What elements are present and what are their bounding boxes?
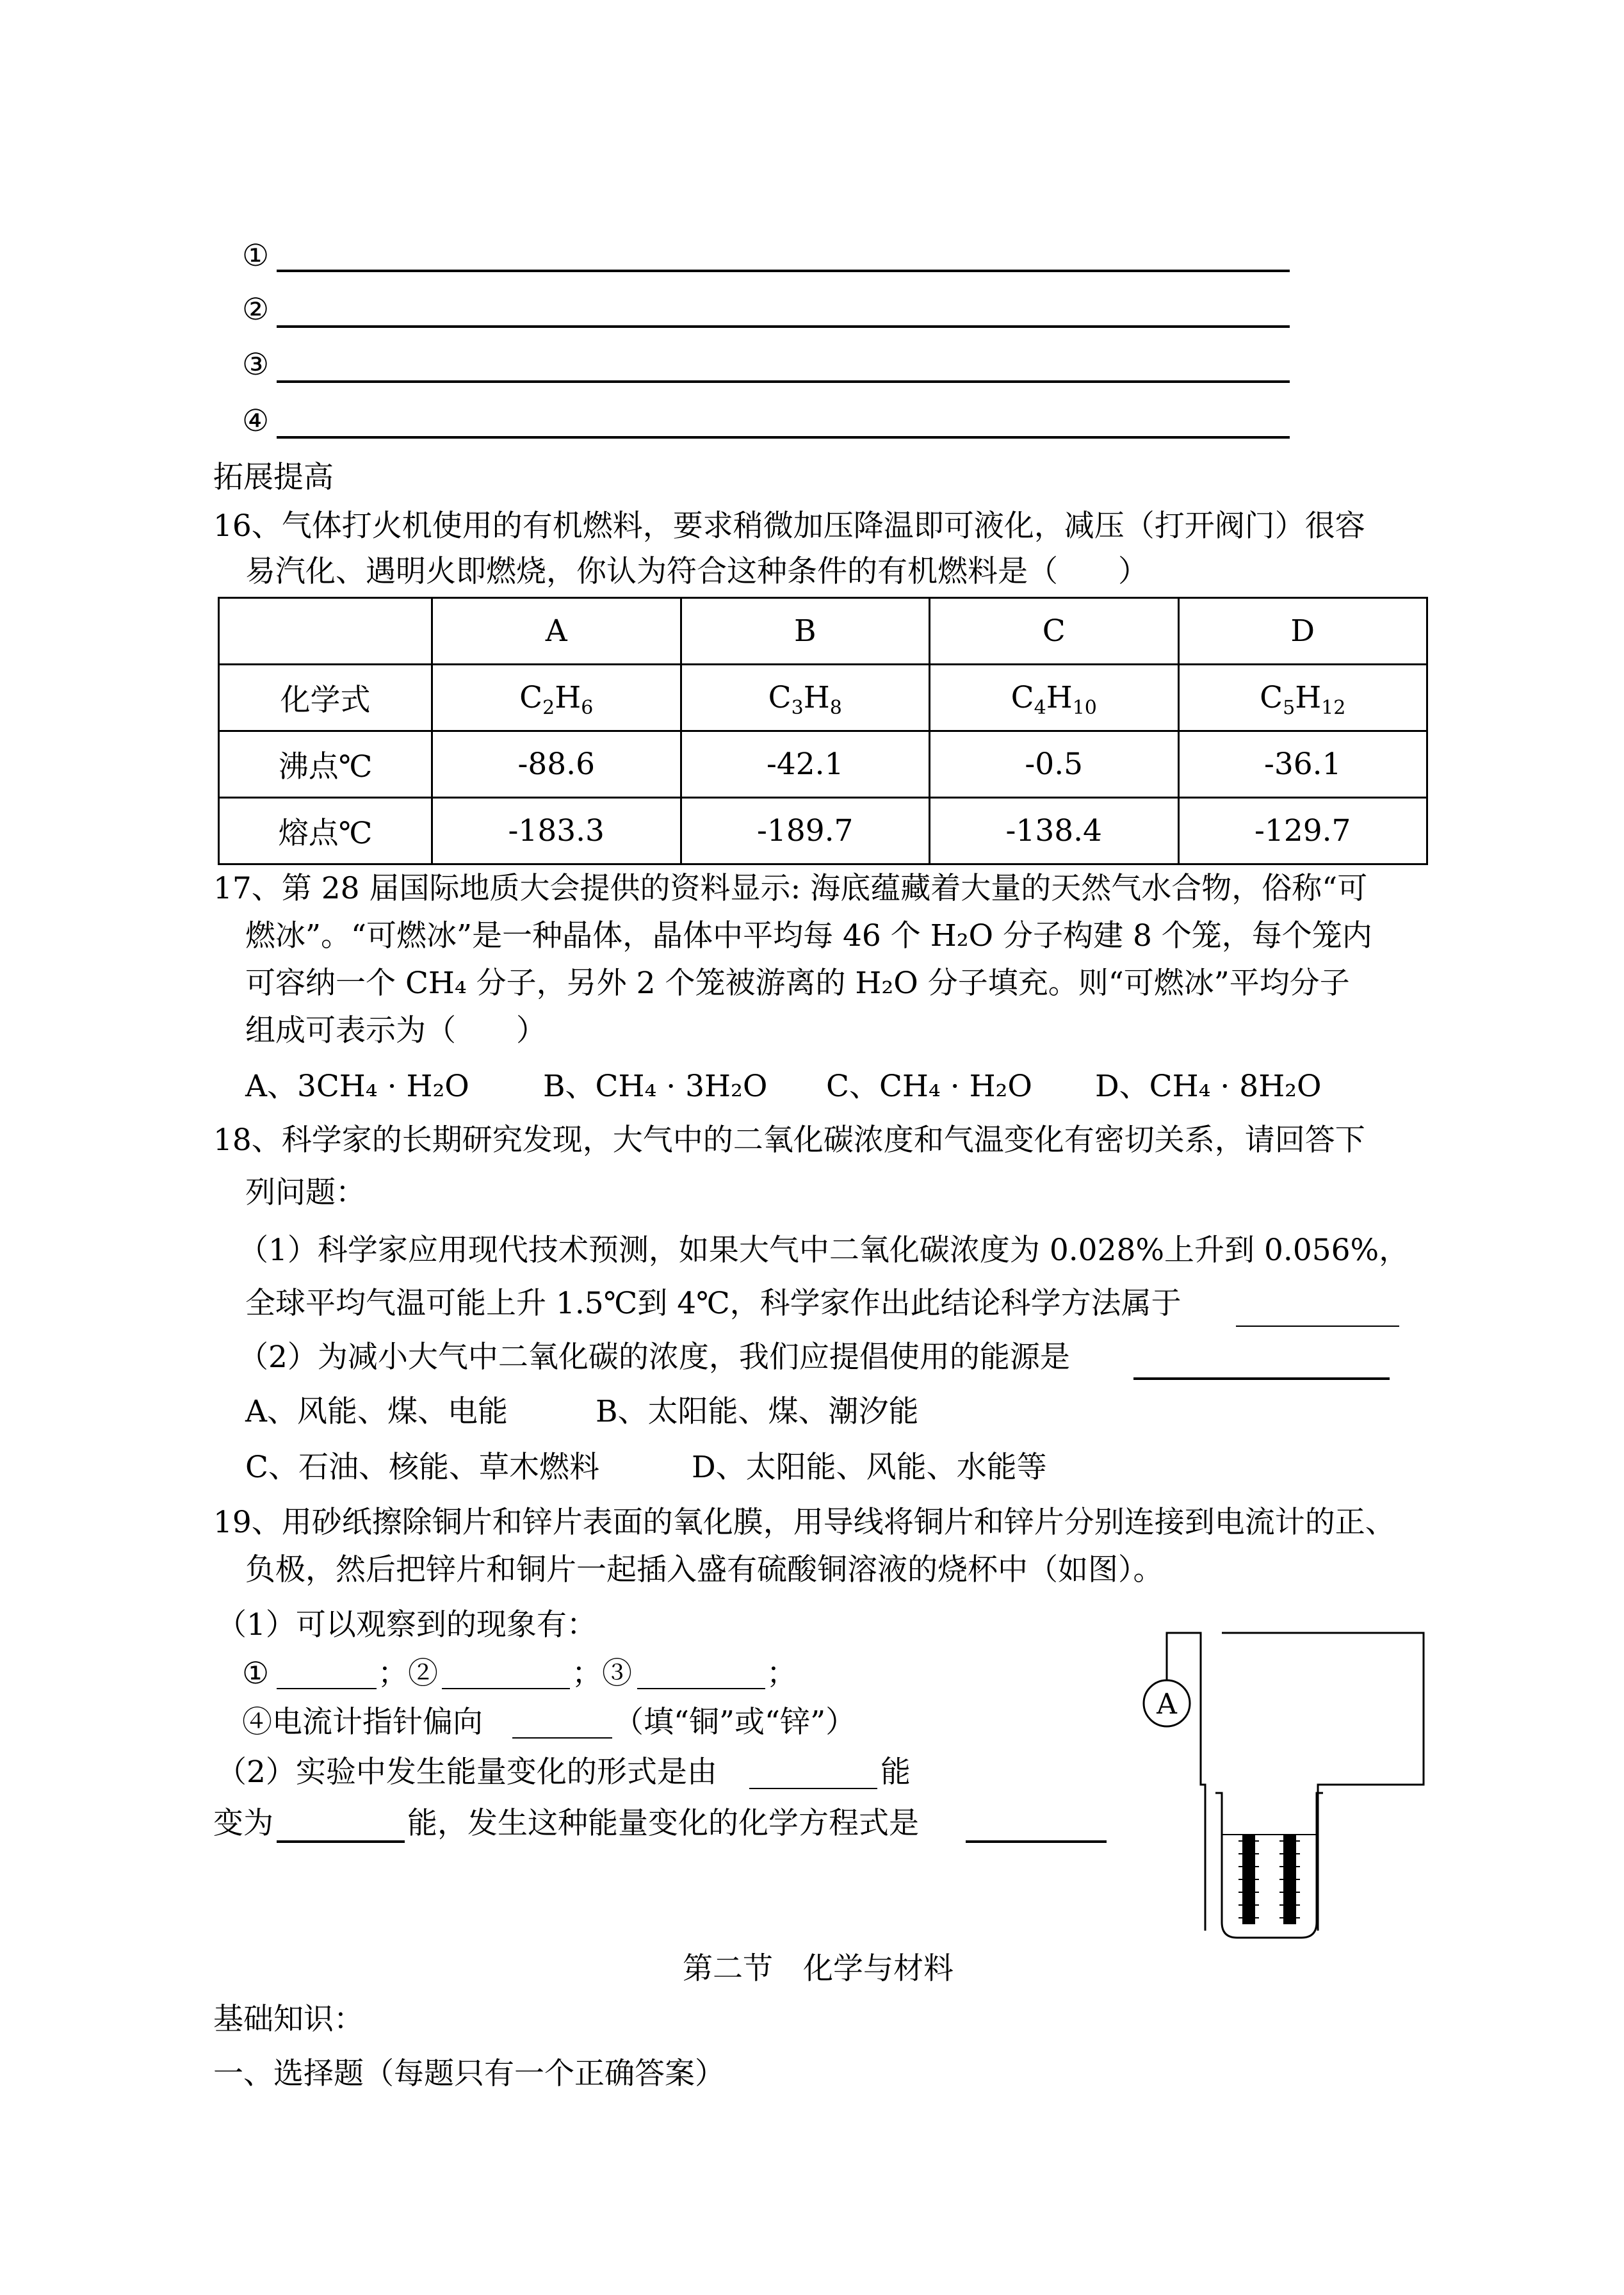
fuel-properties-table [218, 597, 1428, 865]
table-header-d: D [1178, 598, 1427, 665]
part-one-heading: 一、选择题（每题只有一个正确答案） [213, 2056, 725, 2091]
q19-part2-line2-mid: 能，发生这种能量变化的化学方程式是 [407, 1806, 919, 1841]
answer-line-2[interactable] [277, 325, 1290, 328]
q19-obs4: ④电流计指针偏向 [242, 1705, 483, 1740]
q19-energy-from-blank[interactable] [749, 1788, 877, 1789]
q19-part1-heading: （1）可以观察到的现象有： [216, 1607, 597, 1642]
q17-text-line4: 组成可表示为（ ） [245, 1013, 546, 1048]
q18-part1-line1: （1）科学家应用现代技术预测，如果大气中二氧化碳浓度为 0.028%上升到 0.056%， [238, 1233, 1409, 1268]
boiling-cell-a: -88.6 [432, 731, 681, 798]
q18-part2: （2）为减小大气中二氧化碳的浓度，我们应提倡使用的能源是 [238, 1340, 1070, 1375]
q17-option-c[interactable]: C、CH₄ · H₂O [826, 1069, 1032, 1104]
boiling-cell-c: -0.5 [930, 731, 1179, 798]
q18-part1-line2: 全球平均气温可能上升 1.5℃到 4℃，科学家作出此结论科学方法属于 [245, 1286, 1181, 1321]
answer-line-3-marker: ③ [242, 347, 270, 382]
beaker-icon [1215, 1793, 1323, 1938]
q19-obs3-marker: ；③ [572, 1656, 632, 1691]
table-header-row [219, 598, 1427, 665]
q16-text-line1: 16、气体打火机使用的有机燃料，要求稍微加压降温即可液化，减压（打开阀门）很容 [213, 508, 1365, 544]
formula-cell-c: $C_4H_{10}$ [930, 665, 1179, 731]
melting-cell-c: -138.4 [930, 798, 1179, 864]
row-label-formula: 化学式 [219, 665, 432, 731]
q19-text-line1: 19、用砂纸擦除铜片和锌片表面的氧化膜，用导线将铜片和锌片分别连接到电流计的正、 [213, 1505, 1395, 1540]
answer-line-1-marker: ① [242, 238, 270, 273]
table-header-c: C [930, 598, 1179, 665]
answer-line-1[interactable] [277, 270, 1290, 272]
q18-part1-blank[interactable] [1236, 1326, 1399, 1327]
q19-obs1-blank[interactable] [277, 1688, 377, 1689]
circuit-wire-left [1167, 1633, 1205, 1931]
q19-obs1-marker: ① [242, 1656, 270, 1691]
q17-text-line3: 可容纳一个 CH₄ 分子，另外 2 个笼被游离的 H₂O 分子填充。则“可燃冰”平均分子 [245, 966, 1350, 1001]
q16-text-line2: 易汽化、遇明火即燃烧，你认为符合这种条件的有机燃料是（ ） [245, 554, 1148, 589]
q19-energy-to-blank[interactable] [277, 1840, 405, 1843]
q17-text-line2: 燃冰”。“可燃冰”是一种晶体，晶体中平均每 46 个 H₂O 分子构建 8 个笼，每个笼内 [245, 918, 1372, 953]
section-title: 第二节 化学与材料 [683, 1951, 954, 1986]
table-corner-cell [219, 598, 432, 665]
boiling-cell-b: -42.1 [681, 731, 930, 798]
q19-obs4-blank[interactable] [512, 1737, 612, 1739]
melting-cell-d: -129.7 [1178, 798, 1427, 864]
extension-heading: 拓展提高 [213, 460, 334, 495]
table-row-melting [219, 798, 1427, 864]
q18-option-d[interactable]: D、太阳能、风能、水能等 [692, 1450, 1047, 1485]
q17-option-d[interactable]: D、CH₄ · 8H₂O [1095, 1069, 1322, 1104]
table-row-formula [219, 665, 1427, 731]
q17-option-b[interactable]: B、CH₄ · 3H₂O [543, 1069, 768, 1104]
boiling-cell-d: -36.1 [1178, 731, 1427, 798]
formula-cell-a: $C_2H_6$ [432, 665, 681, 731]
q19-obs3-blank[interactable] [637, 1688, 765, 1689]
melting-cell-a: -183.3 [432, 798, 681, 864]
formula-cell-d: $C_5H_{12}$ [1178, 665, 1427, 731]
formula-cell-b: $C_3H_8$ [681, 665, 930, 731]
q19-text-line2: 负极，然后把锌片和铜片一起插入盛有硫酸铜溶液的烧杯中（如图）。 [245, 1552, 1164, 1587]
q19-part2-line2-start: 变为 [213, 1806, 273, 1841]
answer-line-3[interactable] [277, 380, 1290, 383]
q18-part2-blank[interactable] [1133, 1377, 1390, 1380]
table-row-boiling [219, 731, 1427, 798]
basic-knowledge-heading: 基础知识： [213, 2002, 364, 2037]
q18-text-line1: 18、科学家的长期研究发现，大气中的二氧化碳浓度和气温变化有密切关系，请回答下 [213, 1123, 1365, 1158]
q18-option-c[interactable]: C、石油、核能、草木燃料 [245, 1450, 599, 1485]
q18-option-a[interactable]: A、风能、煤、电能 [245, 1394, 508, 1429]
table-header-b: B [681, 598, 930, 665]
answer-line-4-marker: ④ [242, 403, 270, 439]
q19-energy-unit: 能 [881, 1755, 911, 1790]
q19-part2-line1: （2）实验中发生能量变化的形式是由 [216, 1755, 717, 1790]
answer-line-2-marker: ② [242, 292, 270, 327]
galvanic-cell-diagram [1133, 1614, 1441, 1947]
q19-equation-blank[interactable] [966, 1840, 1107, 1843]
q19-obs2-marker: ；② [378, 1656, 438, 1691]
row-label-melting: 熔点℃ [219, 798, 432, 864]
q19-obs-end: ； [767, 1656, 797, 1691]
q19-obs4-hint: （填“铜”或“锌”） [613, 1705, 856, 1740]
q18-option-b[interactable]: B、太阳能、煤、潮汐能 [596, 1394, 919, 1429]
q19-obs2-blank[interactable] [442, 1688, 570, 1689]
q17-text-line1: 17、第 28 届国际地质大会提供的资料显示: 海底蕴藏着大量的天然气水合物，俗称“可 [213, 871, 1368, 906]
melting-cell-b: -189.7 [681, 798, 930, 864]
table-header-a: A [432, 598, 681, 665]
ammeter-label: A [1157, 1688, 1177, 1721]
row-label-boiling: 沸点℃ [219, 731, 432, 798]
q17-option-a[interactable]: A、3CH₄ · H₂O [245, 1069, 469, 1104]
q18-text-line2: 列问题： [245, 1175, 366, 1210]
answer-line-4[interactable] [277, 436, 1290, 439]
